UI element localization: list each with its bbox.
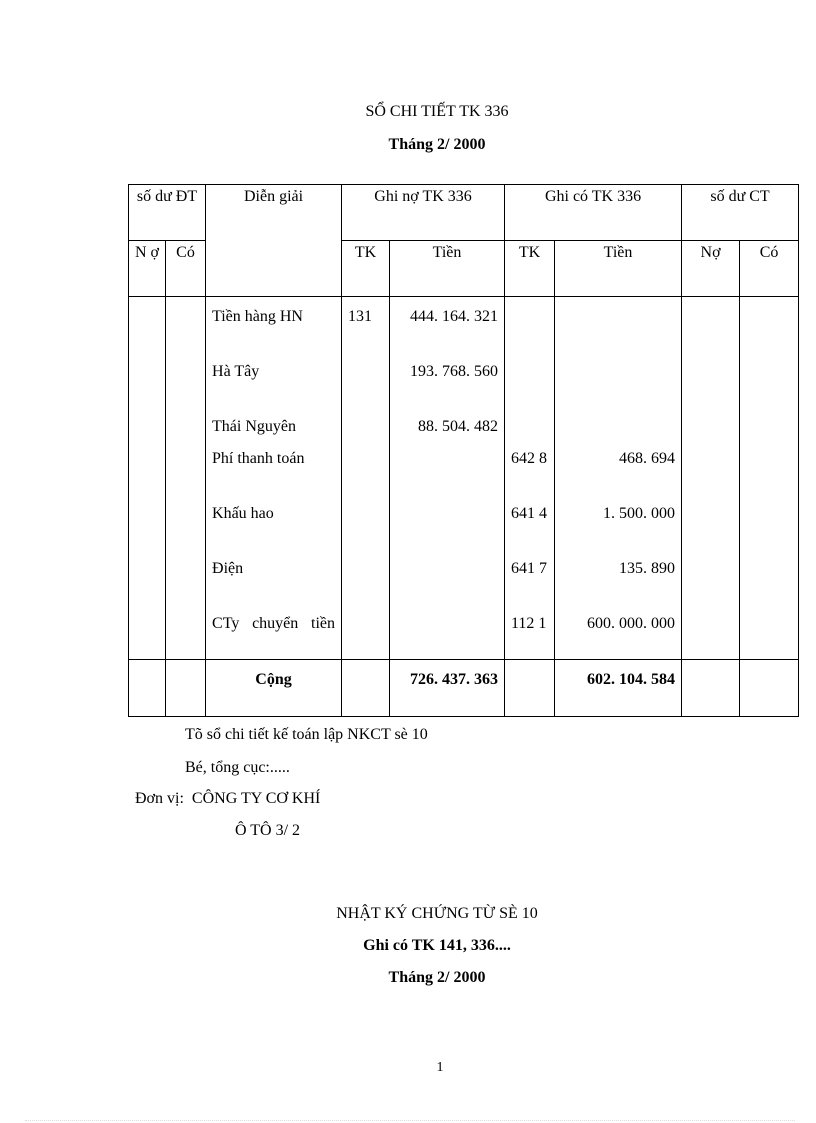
row-debit-amount: 193. 768. 560	[410, 363, 499, 380]
row-debit-amount: 88. 504. 482	[418, 418, 499, 435]
row-credit-amount: 468. 694	[619, 450, 676, 467]
row-debit-amount: 444. 164. 321	[410, 308, 499, 325]
body-opening-credit	[166, 297, 206, 660]
header-credit-account: TK	[505, 241, 555, 297]
unit-name-line-2: Ô TÔ 3/ 2	[235, 822, 301, 839]
total-label: Cộng	[206, 660, 342, 717]
header-opening-credit: Có	[166, 241, 206, 297]
row-desc: Phí thanh toán	[212, 450, 305, 467]
header-debit-account: TK	[342, 241, 390, 297]
header-opening-debit: N ợ	[129, 241, 166, 297]
header-debit-amount: Tiền	[390, 241, 505, 297]
body-debit-accounts	[342, 297, 390, 660]
ledger-table	[128, 184, 799, 717]
header-closing-debit: Nợ	[682, 241, 740, 297]
row-desc: Khấu hao	[212, 505, 274, 522]
total-credit-amount: 602. 104. 584	[555, 660, 682, 717]
journal-subtitle: Ghi có TK 141, 336....	[363, 937, 511, 954]
row-credit-account: 641 7	[511, 560, 548, 577]
unit-line	[135, 790, 320, 808]
total-row	[129, 660, 799, 717]
header-credit: Ghi có TK 336	[505, 185, 682, 241]
header-row-1	[129, 185, 799, 241]
note-line: Bé, tổng cục:.....	[185, 759, 290, 776]
body-closing-credit	[740, 297, 799, 660]
row-credit-account: 641 4	[511, 505, 548, 522]
journal-period: Tháng 2/ 2000	[388, 969, 486, 986]
page-number: 1	[436, 1060, 444, 1075]
row-credit-amount: 1. 500. 000	[603, 505, 676, 522]
header-description: Diễn giải	[206, 185, 342, 297]
body-closing-debit	[682, 297, 740, 660]
journal-title: NHẬT KÝ CHỨNG TỪ SÈ 10	[336, 905, 538, 922]
total-debit-amount: 726. 437. 363	[390, 660, 505, 717]
row-debit-account: 131	[348, 308, 373, 325]
ledger-title: SỔ CHI TIẾT TK 336	[365, 103, 509, 120]
page-bottom-divider	[25, 1120, 795, 1121]
row-desc: Điện	[212, 560, 244, 577]
unit-name: CÔNG TY CƠ KHÍ	[191, 790, 321, 807]
body-opening-debit	[129, 297, 166, 660]
body-credit-amounts	[555, 297, 682, 660]
header-credit-amount: Tiền	[555, 241, 682, 297]
header-opening-balance: số dư ĐT	[129, 185, 206, 241]
header-debit: Ghi nợ TK 336	[342, 185, 505, 241]
header-closing-balance: số dư CT	[682, 185, 799, 241]
header-closing-credit: Có	[740, 241, 799, 297]
row-credit-amount: 135. 890	[619, 560, 676, 577]
row-desc: CTy chuyển tiền	[212, 615, 336, 632]
body-debit-amounts	[390, 297, 505, 660]
row-credit-amount: 600. 000. 000	[587, 615, 676, 632]
body-credit-accounts	[505, 297, 555, 660]
row-desc: Thái Nguyên	[212, 418, 296, 435]
row-credit-account: 112 1	[511, 615, 547, 632]
ledger-period: Tháng 2/ 2000	[388, 136, 486, 153]
row-desc: Tiền hàng HN	[212, 308, 303, 325]
note-line: Tõ sổ chi tiết kế toán lập NKCT sè 10	[185, 726, 428, 743]
unit-label: Đơn vị:	[135, 790, 184, 807]
row-desc: Hà Tây	[212, 363, 260, 380]
body-descriptions	[206, 297, 342, 660]
row-credit-account: 642 8	[511, 450, 548, 467]
table-body-row	[129, 297, 799, 660]
